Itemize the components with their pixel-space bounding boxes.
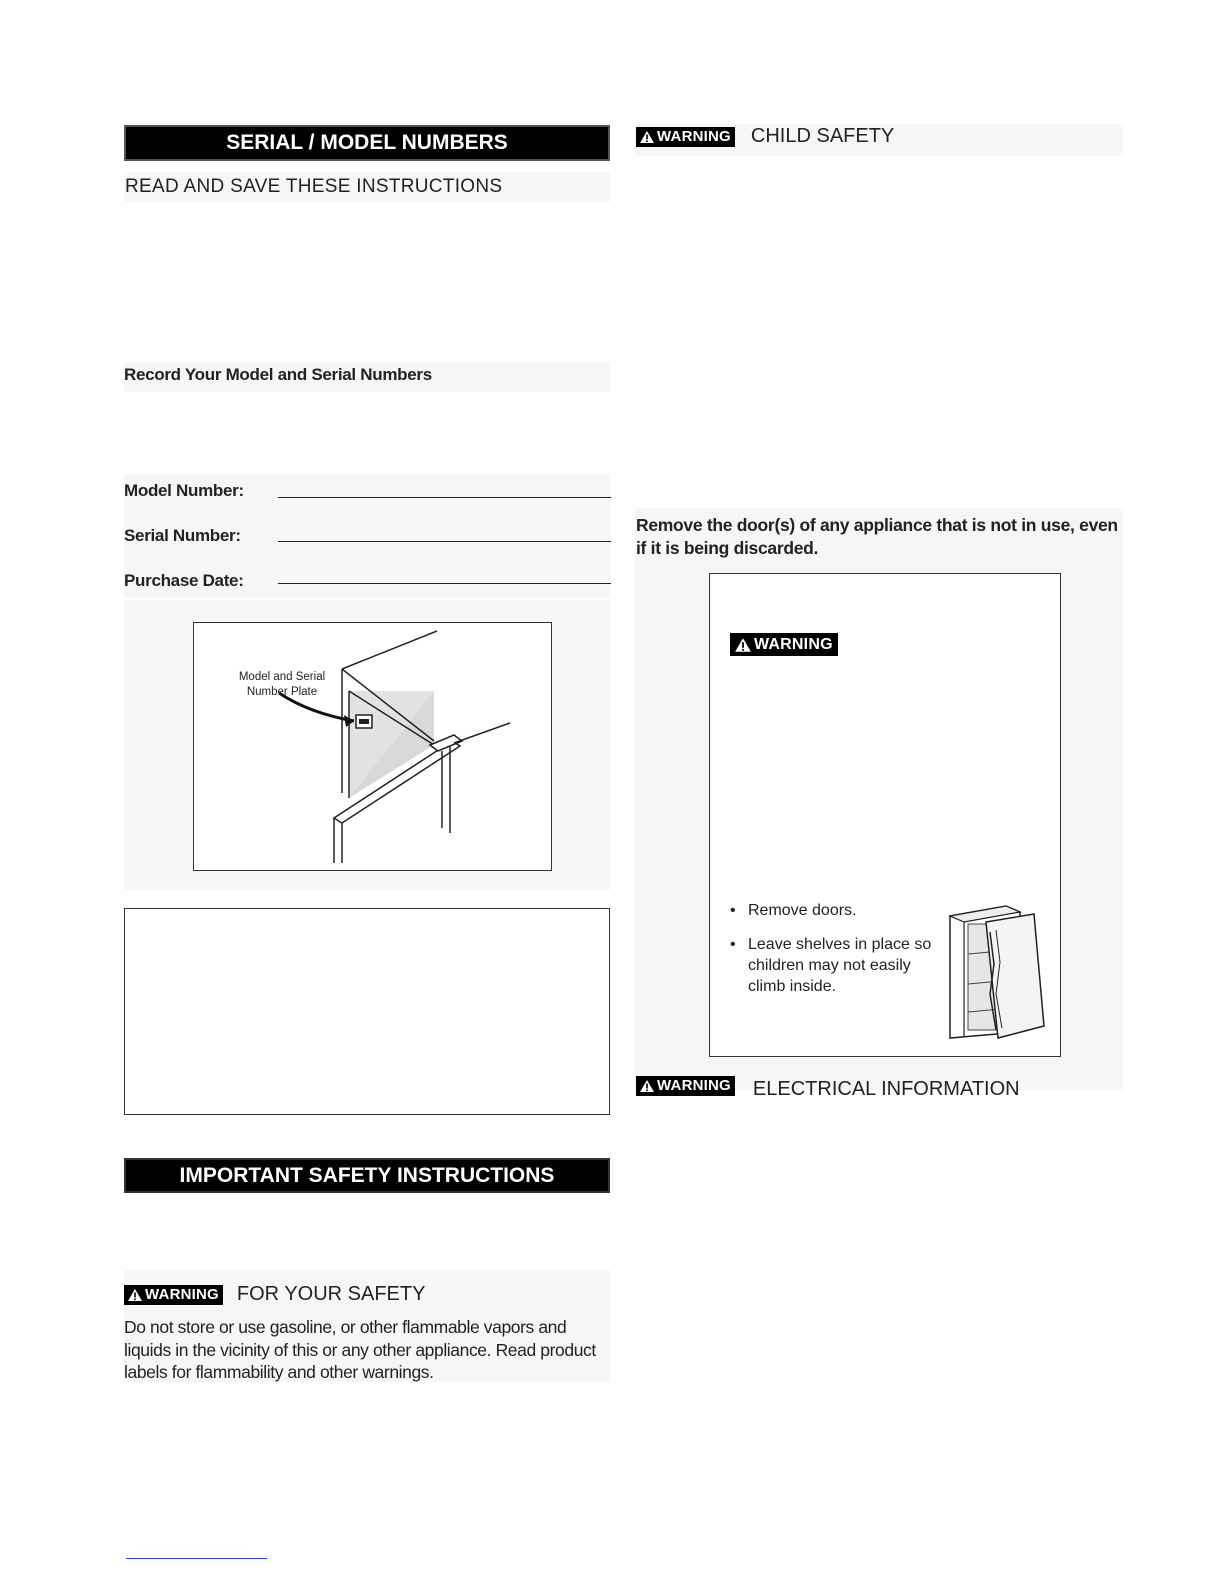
bullet-text: Remove doors.: [748, 902, 857, 919]
open-refrigerator-illustration: [946, 904, 1050, 1040]
warning-triangle-icon: [639, 130, 655, 144]
read-save-heading: READ AND SAVE THESE INSTRUCTIONS: [125, 176, 503, 197]
record-heading: Record Your Model and Serial Numbers: [124, 365, 432, 384]
child-safety-heading: CHILD SAFETY: [750, 125, 895, 147]
serial-number-label: Serial Number:: [124, 526, 241, 545]
child-safety-heading-row: [636, 125, 894, 148]
warning-badge-child: [636, 127, 735, 147]
warning-badge-text: WARNING: [754, 635, 833, 653]
footer-link-underline: [126, 1558, 267, 1559]
warning-triangle-icon: [734, 637, 752, 653]
flammable-warning-paragraph: Do not store or use gasoline, or other flammable vapors and liquids in the vicinity of this or any other appliance. Read product labels for flammability and other warnings.: [124, 1317, 596, 1382]
model-number-label: Model Number:: [124, 481, 244, 500]
blank-notice-box: [124, 908, 610, 1115]
refrigerator-corner-illustration: [194, 623, 550, 869]
warning-badge-safety: [124, 1285, 223, 1305]
callout-line-1: Model and Serial: [238, 671, 326, 683]
bullet-item: • Leave shelves in place so children may not easily climb inside.: [730, 934, 935, 997]
electrical-heading-row: [636, 1074, 1020, 1100]
bullet-item: • Remove doors.: [730, 902, 857, 919]
warning-badge-box: [730, 633, 838, 656]
child-warning-box: [709, 573, 1061, 1057]
purchase-date-field[interactable]: [278, 583, 611, 584]
serial-plate-figure: [193, 622, 552, 871]
bullet-text: Leave shelves in place so children may not easily climb inside.: [748, 936, 932, 995]
model-number-field[interactable]: [278, 497, 611, 498]
important-safety-bar: IMPORTANT SAFETY INSTRUCTIONS: [124, 1158, 610, 1193]
remove-doors-paragraph: Remove the door(s) of any appliance that is not in use, even if it is being discarded.: [636, 515, 1118, 558]
warning-triangle-icon: [127, 1288, 143, 1302]
purchase-date-label: Purchase Date:: [124, 571, 244, 590]
warning-badge-electrical: [636, 1076, 735, 1096]
for-your-safety-heading: FOR YOUR SAFETY: [236, 1283, 426, 1305]
warning-triangle-icon: [639, 1079, 655, 1093]
serial-number-field[interactable]: [278, 541, 611, 542]
warning-badge-text: WARNING: [657, 127, 731, 145]
callout-line-2: Number Plate: [246, 686, 318, 698]
box-bullet-list: [730, 900, 935, 997]
for-your-safety-heading-row: [124, 1283, 425, 1306]
warning-badge-text: WARNING: [145, 1285, 219, 1303]
electrical-information-heading: ELECTRICAL INFORMATION: [752, 1078, 1020, 1100]
warning-badge-text: WARNING: [657, 1076, 731, 1094]
serial-model-numbers-bar: SERIAL / MODEL NUMBERS: [124, 125, 610, 161]
